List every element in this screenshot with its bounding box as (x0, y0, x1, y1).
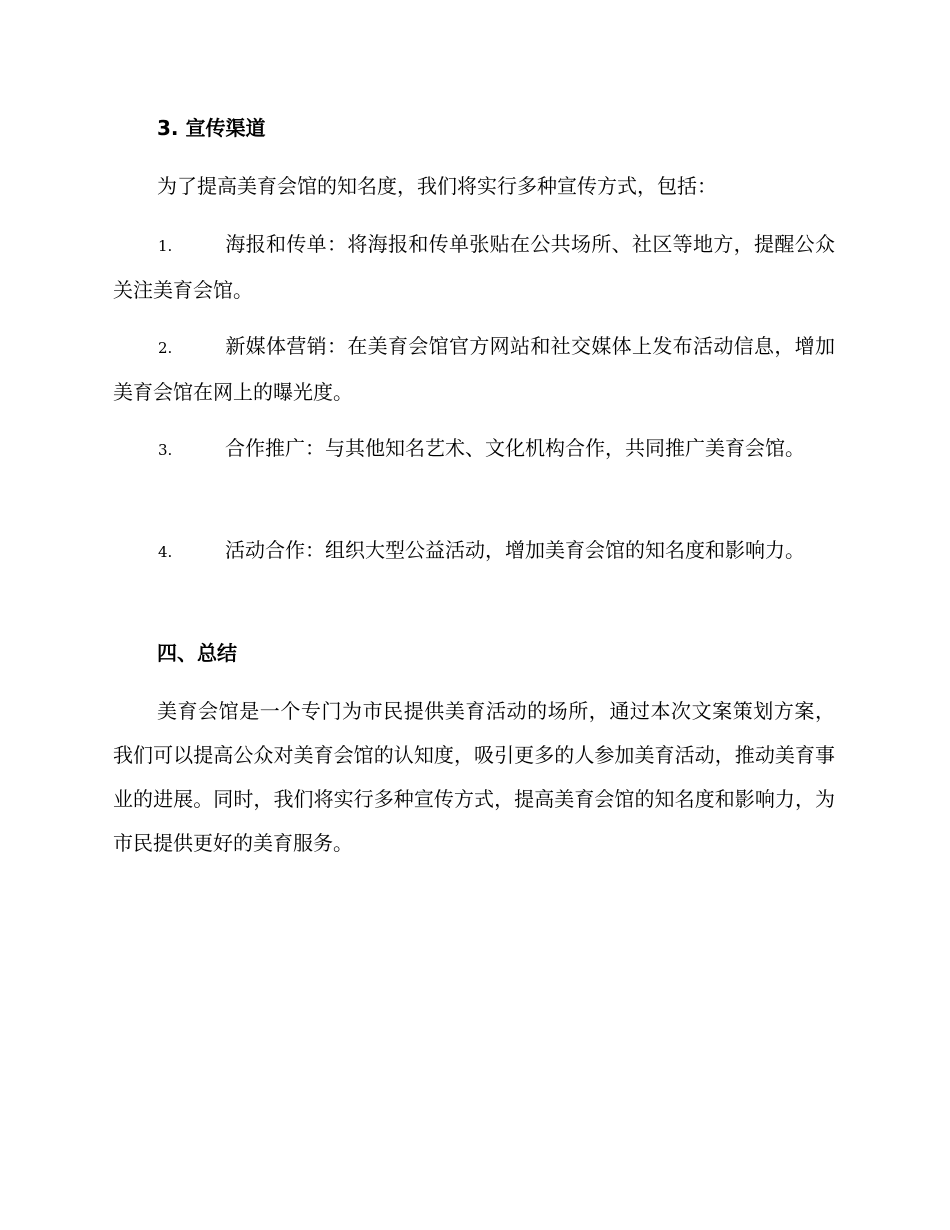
list-item-text: 合作推广：与其他知名艺术、文化机构合作，共同推广美育会馆。 (225, 436, 805, 460)
list-item (113, 528, 835, 574)
list-item-text: 新媒体营销：在美育会馆官方网站和社交媒体上发布活动信息，增加美育会馆在网上的曝光度。 (113, 334, 835, 404)
list-item-number: 3. (158, 441, 173, 459)
section-heading-promotion-channels: 3. 宣传渠道 (157, 116, 266, 140)
list-item-text: 海报和传单：将海报和传单张贴在公共场所、社区等地方，提醒公众关注美育会馆。 (113, 232, 835, 302)
list-item (113, 426, 835, 472)
list-item-number: 1. (158, 237, 173, 255)
summary-paragraph: 美育会馆是一个专门为市民提供美育活动的场所，通过本次文案策划方案，我们可以提高公众对美育会馆的认知度，吸引更多的人参加美育活动，推动美育事业的进展。同时，我们将实行多种宣传方式，提高美育会馆的知名度和影响力，为市民提供更好的美育服务。 (113, 699, 835, 855)
section-heading-summary: 四、总结 (157, 641, 237, 665)
list-item-text: 活动合作：组织大型公益活动，增加美育会馆的知名度和影响力。 (225, 538, 805, 562)
list-item (113, 324, 835, 414)
list-item (113, 222, 835, 312)
intro-paragraph: 为了提高美育会馆的知名度，我们将实行多种宣传方式，包括： (157, 174, 717, 198)
list-item-number: 4. (158, 543, 173, 561)
list-item-number: 2. (158, 339, 173, 357)
